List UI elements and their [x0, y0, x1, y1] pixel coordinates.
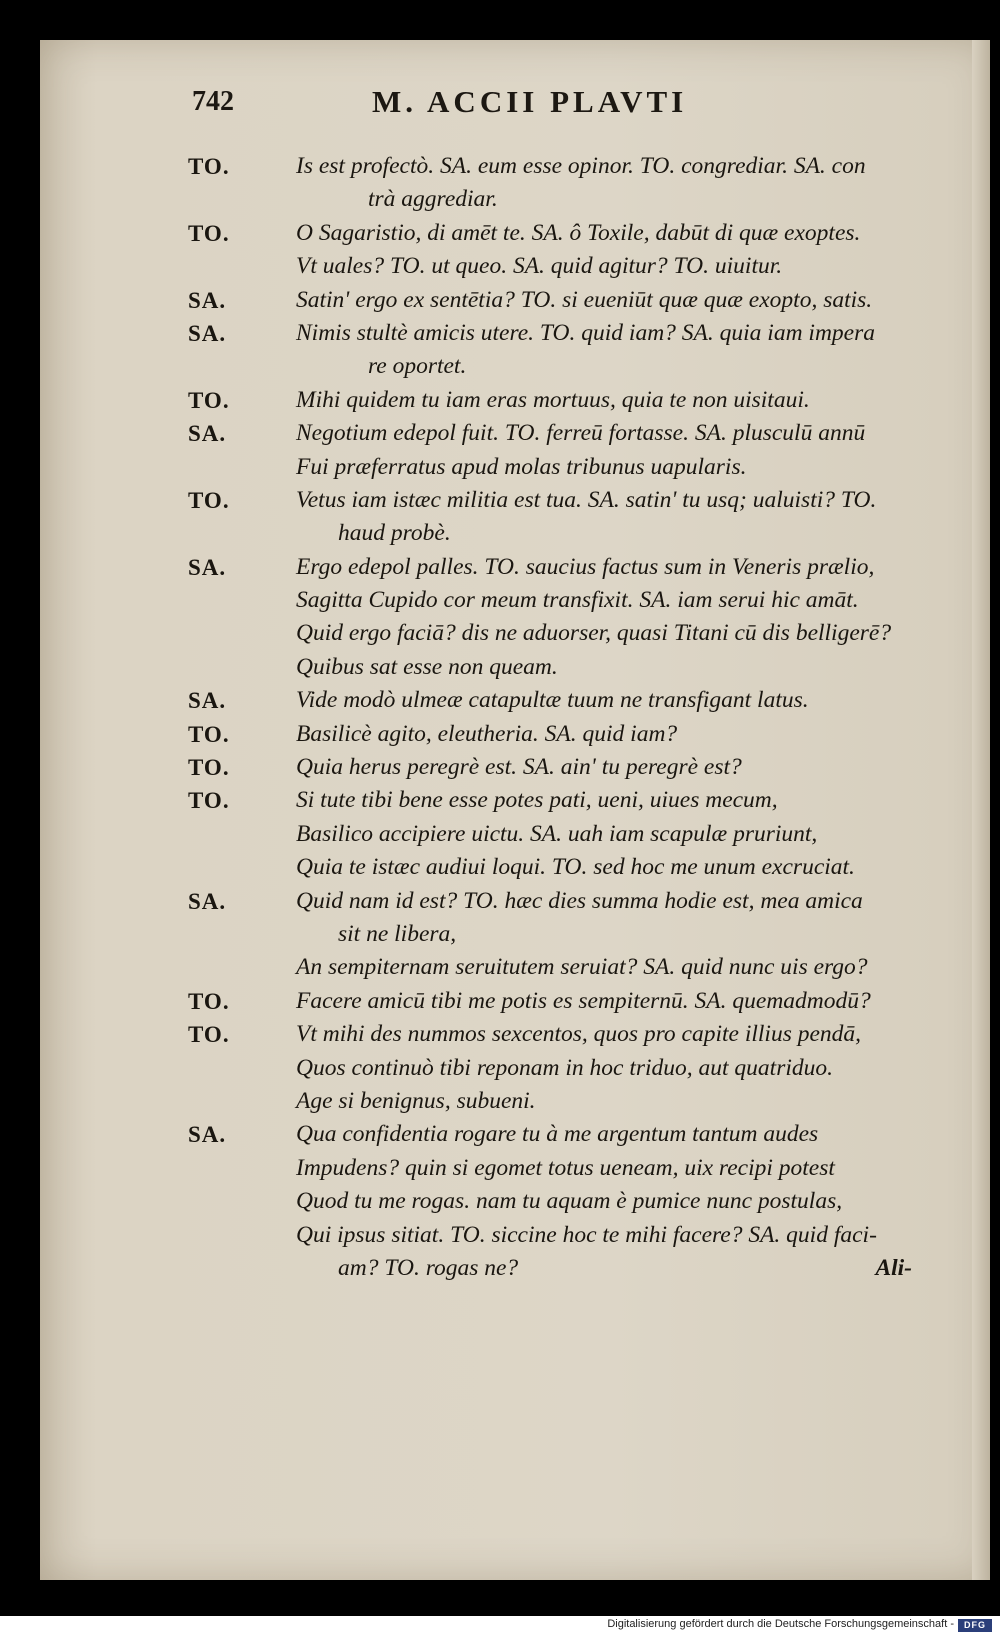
verse-text: Nimis stultè amicis utere. TO. quid iam? SA. quia iam impera [296, 319, 876, 346]
speaker-label: TO. [188, 721, 230, 747]
verse-text: Qui ipsus sitiat. TO. siccine hoc te mihi facere? SA. quid faci- [296, 1221, 877, 1248]
verse-text: Quid ergo faciā? dis ne aduorser, quasi Titani cū dis belligerē? [296, 620, 892, 647]
running-title: M. ACCII PLAVTI [372, 84, 688, 119]
text-line [188, 317, 948, 350]
speaker-label: SA. [188, 688, 227, 714]
speaker-label: TO. [188, 788, 230, 814]
digitization-footer [0, 1616, 1000, 1636]
verse-text: Quia te istæc audiui loqui. TO. sed hoc me unum excruciat. [296, 854, 855, 881]
verse-text: Impudens? quin si egomet totus ueneam, uix recipi potest [296, 1154, 835, 1181]
verse-text: Ergo edepol palles. TO. saucius factus sum in Veneris prælio, [296, 553, 875, 580]
verse-text: haud probè. [338, 520, 451, 547]
page-header [192, 86, 932, 126]
verse-text: Vt mihi des nummos sexcentos, quos pro capite illius pendā, [296, 1021, 862, 1048]
text-line [188, 284, 948, 317]
dfg-logo: DFG [958, 1619, 992, 1632]
verse-text: Fui præferratus apud molas tribunus uapularis. [296, 453, 747, 480]
speaker-label: TO. [188, 154, 230, 179]
speaker-label: TO. [188, 988, 230, 1014]
speaker-label: SA. [188, 287, 227, 313]
text-line [188, 484, 948, 517]
text-line [188, 584, 948, 617]
text-line [188, 1085, 948, 1118]
text-line [188, 684, 948, 717]
verse-text: re oportet. [368, 353, 467, 380]
text-line [188, 384, 948, 417]
speaker-label: TO. [188, 755, 230, 781]
verse-text: An sempiternam seruitutem seruiat? SA. quid nunc uis ergo? [296, 954, 868, 981]
text-line [188, 1052, 948, 1085]
verse-text: Mihi quidem tu iam eras mortuus, quia te non uisitaui. [296, 386, 810, 413]
text-line [188, 150, 948, 183]
text-line [188, 1219, 948, 1252]
verse-text: O Sagaristio, di amēt te. SA. ô Toxile, dabūt di quæ exoptes. [296, 219, 861, 246]
text-line [188, 1018, 948, 1051]
verse-text: Basilicè agito, eleutheria. SA. quid iam? [296, 720, 678, 747]
speaker-label: TO. [188, 487, 230, 513]
verse-text: Vetus iam istæc militia est tua. SA. satin' tu usq; ualuisti? TO. [296, 486, 877, 513]
speaker-label: SA. [188, 888, 227, 914]
text-line [188, 751, 948, 784]
speaker-label: SA. [188, 320, 227, 346]
verse-text: Vide modò ulmeæ catapultæ tuum ne transfigant latus. [296, 687, 809, 714]
verse-text: Age si benignus, subueni. [296, 1087, 536, 1114]
verse-text: Sagitta Cupido cor meum transfixit. SA. iam serui hic amāt. [296, 587, 859, 614]
speaker-label: SA. [188, 1122, 227, 1148]
verse-text: Satin' ergo ex sentētia? TO. si eueniūt quæ quæ exopto, satis. [296, 286, 873, 313]
verse-text: Quid nam id est? TO. hæc dies summa hodie est, mea amica [296, 887, 863, 914]
verse-text: Facere amicū tibi me potis es sempiternū. SA. quemadmodū? [296, 987, 871, 1014]
dialogue-text [188, 150, 948, 1285]
text-line [188, 951, 948, 984]
text-line [188, 183, 948, 216]
verse-text: Qua confidentia rogare tu à me argentum tantum audes [296, 1121, 819, 1148]
speaker-label: TO. [188, 387, 230, 413]
text-line [188, 417, 948, 450]
page-number: 742 [192, 86, 234, 117]
verse-text: Quos continuò tibi reponam in hoc triduo, aut quatriduo. [296, 1054, 834, 1081]
speaker-label: TO. [188, 220, 230, 246]
verse-text: trà aggrediar. [368, 186, 498, 213]
text-line [188, 818, 948, 851]
page-edge [972, 40, 990, 1580]
text-line [188, 985, 948, 1018]
verse-text: Quod tu me rogas. nam tu aquam è pumice nunc postulas, [296, 1188, 843, 1215]
text-line [188, 350, 948, 383]
verse-text: Vt uales? TO. ut queo. SA. quid agitur? TO. uiuitur. [296, 253, 783, 280]
text-line [188, 1252, 948, 1285]
verse-text: am? TO. rogas ne? [338, 1254, 519, 1281]
verse-text: Quia herus peregrè est. SA. ain' tu peregrè est? [296, 754, 742, 781]
text-line [188, 1185, 948, 1218]
text-line [188, 784, 948, 817]
text-line [188, 1118, 948, 1151]
text-line [188, 617, 948, 650]
text-line [188, 551, 948, 584]
verse-text: sit ne libera, [338, 920, 457, 947]
verse-text: Negotium edepol fuit. TO. ferreū fortasse. SA. plusculū annū [296, 420, 866, 447]
verse-text: Si tute tibi bene esse potes pati, ueni, uiues mecum, [296, 787, 778, 814]
text-line [188, 918, 948, 951]
text-line [188, 250, 948, 283]
text-line [188, 885, 948, 918]
text-line [188, 1152, 948, 1185]
catchword: Ali- [875, 1254, 912, 1281]
text-line [188, 651, 948, 684]
speaker-label: SA. [188, 554, 227, 580]
text-line [188, 851, 948, 884]
verse-text: Is est profectò. SA. eum esse opinor. TO. congrediar. SA. con [296, 153, 866, 179]
verse-text: Quibus sat esse non queam. [296, 653, 558, 680]
verse-text: Basilico accipiere uictu. SA. uah iam scapulæ pruriunt, [296, 820, 818, 847]
text-line [188, 718, 948, 751]
speaker-label: TO. [188, 1022, 230, 1048]
footer-credit: Digitalisierung gefördert durch die Deutsche Forschungsgemeinschaft - [607, 1618, 954, 1630]
speaker-label: SA. [188, 421, 227, 447]
text-line [188, 517, 948, 550]
text-line [188, 451, 948, 484]
text-line [188, 217, 948, 250]
